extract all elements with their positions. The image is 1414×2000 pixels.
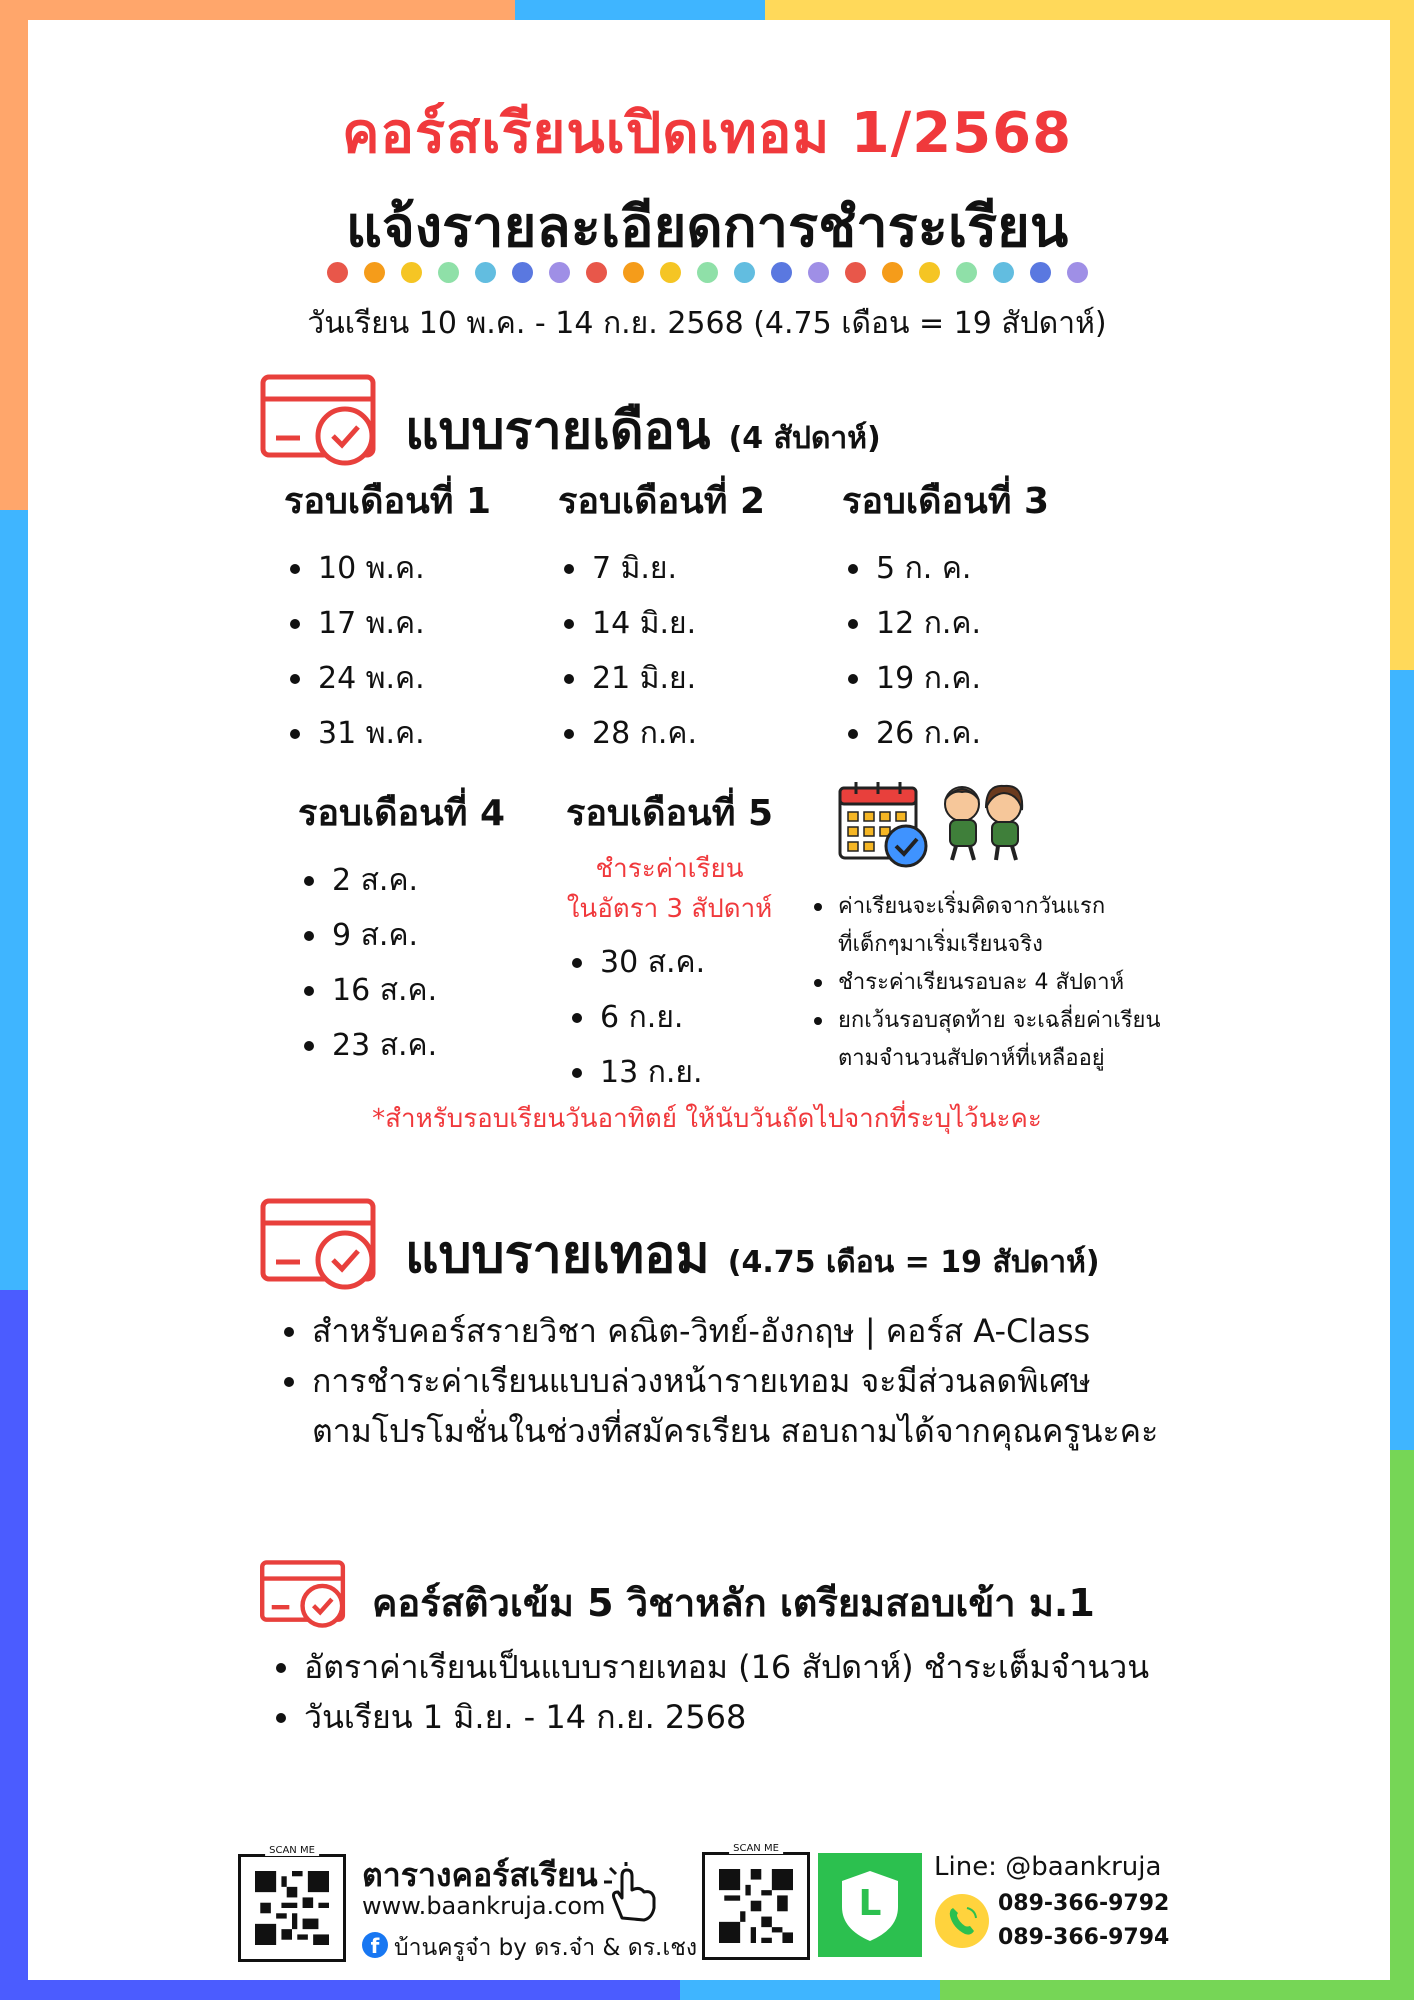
monthly-section-title: แบบรายเดือน (4 สัปดาห์) bbox=[405, 401, 881, 461]
list-item: 6 ก.ย. bbox=[566, 990, 773, 1045]
list-item: 2 ส.ค. bbox=[298, 853, 505, 908]
month-round-4 bbox=[298, 784, 505, 1073]
decorative-dot bbox=[697, 262, 718, 283]
list-item: สำหรับคอร์สรายวิชา คณิต-วิทย์-อังกฤษ | คอร์ส A-Class bbox=[276, 1306, 1158, 1356]
schedule-title: ตารางคอร์สเรียน bbox=[362, 1856, 598, 1894]
website-link[interactable]: www.baankruja.com bbox=[362, 1892, 606, 1920]
list-item: 14 มิ.ย. bbox=[558, 596, 765, 651]
list-item: วันเรียน 1 มิ.ย. - 14 ก.ย. 2568 bbox=[268, 1692, 1149, 1742]
decorative-dot bbox=[475, 262, 496, 283]
phone-number-1[interactable]: 089-366-9792 bbox=[998, 1891, 1170, 1916]
month-round-3 bbox=[842, 472, 1049, 761]
page-title: คอร์สเรียนเปิดเทอม 1/2568 bbox=[341, 101, 1073, 166]
list-item: 5 ก. ค. bbox=[842, 541, 1049, 596]
decorative-dot bbox=[364, 262, 385, 283]
list-item: 19 ก.ค. bbox=[842, 651, 1049, 706]
decorative-dot bbox=[771, 262, 792, 283]
month-round-label: รอบเดือนที่ 2 bbox=[558, 481, 766, 522]
list-item: ชำระค่าเรียนรอบละ 4 สัปดาห์ bbox=[808, 964, 1208, 1002]
decorative-dot bbox=[845, 262, 866, 283]
decorative-dot bbox=[956, 262, 977, 283]
students-illustration-icon bbox=[932, 780, 1034, 862]
list-item: การชำระค่าเรียนแบบล่วงหน้ารายเทอม จะมีส่วนลดพิเศษ ตามโปรโมชั่นในช่วงที่สมัครเรียน สอบถามได้จากคุณครูนะคะ bbox=[276, 1356, 1158, 1456]
term-details-list bbox=[276, 1306, 1158, 1456]
month-round-label: รอบเดือนที่ 3 bbox=[842, 481, 1050, 522]
decorative-dot bbox=[808, 262, 829, 283]
decorative-dot bbox=[327, 262, 348, 283]
list-item: อัตราค่าเรียนเป็นแบบรายเทอม (16 สัปดาห์) ชำระเต็มจำนวน bbox=[268, 1642, 1149, 1692]
facebook-page-link[interactable]: บ้านครูจ๋า by ดร.จ๋า & ดร.เชง bbox=[394, 1935, 698, 1961]
facebook-icon: f bbox=[362, 1932, 388, 1958]
list-item: ยกเว้นรอบสุดท้าย จะเฉลี่ยค่าเรียน ตามจำนวนสัปดาห์ที่เหลืออยู่ bbox=[808, 1002, 1208, 1078]
month-round-1 bbox=[284, 472, 491, 761]
list-item: 28 ก.ค. bbox=[558, 706, 765, 761]
list-item: 30 ส.ค. bbox=[566, 935, 773, 990]
line-badge-letter: L bbox=[858, 1883, 882, 1924]
line-id[interactable]: Line: @baankruja bbox=[934, 1852, 1162, 1882]
decorative-dot bbox=[549, 262, 570, 283]
round-5-note: ชำระค่าเรียน ในอัตรา 3 สัปดาห์ bbox=[566, 854, 773, 924]
study-period: วันเรียน 10 พ.ค. - 14 ก.ย. 2568 (4.75 เดือน = 19 สัปดาห์) bbox=[307, 306, 1107, 341]
calendar-check-icon bbox=[838, 780, 930, 870]
list-item: 24 พ.ค. bbox=[284, 651, 491, 706]
qr-pattern-icon bbox=[255, 1871, 329, 1945]
intensive-section-title: คอร์สติวเข้ม 5 วิชาหลัก เตรียมสอบเข้า ม.1 bbox=[372, 1581, 1095, 1625]
phone-number-2[interactable]: 089-366-9794 bbox=[998, 1925, 1170, 1950]
decorative-dot bbox=[586, 262, 607, 283]
list-item: 10 พ.ค. bbox=[284, 541, 491, 596]
qr-pattern-icon bbox=[719, 1869, 793, 1943]
list-item: 23 ส.ค. bbox=[298, 1018, 505, 1073]
month-round-label: รอบเดือนที่ 4 bbox=[298, 793, 506, 834]
phone-handset-icon bbox=[935, 1894, 989, 1948]
decorative-dot bbox=[1030, 262, 1051, 283]
decorative-dot bbox=[623, 262, 644, 283]
decorative-dot bbox=[1067, 262, 1088, 283]
list-item: 31 พ.ค. bbox=[284, 706, 491, 761]
list-item: 26 ก.ค. bbox=[842, 706, 1049, 761]
sunday-footnote: *สำหรับรอบเรียนวันอาทิตย์ ให้นับวันถัดไปจากที่ระบุไว้นะคะ bbox=[372, 1104, 1042, 1134]
decorative-dot bbox=[993, 262, 1014, 283]
list-item: 12 ก.ค. bbox=[842, 596, 1049, 651]
decorative-dot bbox=[734, 262, 755, 283]
line-qr-code[interactable]: SCAN ME bbox=[702, 1852, 810, 1960]
term-section-title: แบบรายเทอม (4.75 เดือน = 19 สัปดาห์) bbox=[405, 1225, 1100, 1285]
decorative-dot bbox=[438, 262, 459, 283]
payment-card-check-icon bbox=[260, 1560, 348, 1628]
list-item: ค่าเรียนจะเริ่มคิดจากวันแรก ที่เด็กๆมาเริ่มเรียนจริง bbox=[808, 888, 1208, 964]
month-round-5 bbox=[566, 784, 773, 1100]
line-app-icon[interactable] bbox=[818, 1853, 922, 1957]
decorative-dot bbox=[401, 262, 422, 283]
month-round-2 bbox=[558, 472, 765, 761]
tap-hand-icon bbox=[600, 1862, 662, 1922]
month-round-label: รอบเดือนที่ 1 bbox=[284, 481, 492, 522]
list-item: 17 พ.ค. bbox=[284, 596, 491, 651]
list-item: 13 ก.ย. bbox=[566, 1045, 773, 1100]
list-item: 16 ส.ค. bbox=[298, 963, 505, 1018]
list-item: 21 มิ.ย. bbox=[558, 651, 765, 706]
payment-card-check-icon bbox=[260, 1198, 380, 1290]
month-round-label: รอบเดือนที่ 5 bbox=[566, 793, 774, 834]
decorative-dot bbox=[919, 262, 940, 283]
decorative-dots bbox=[0, 262, 1414, 283]
decorative-dot bbox=[882, 262, 903, 283]
intensive-details-list bbox=[268, 1642, 1149, 1742]
schedule-qr-code[interactable]: SCAN ME bbox=[238, 1854, 346, 1962]
list-item: 7 มิ.ย. bbox=[558, 541, 765, 596]
monthly-notes bbox=[808, 888, 1208, 1078]
payment-card-check-icon bbox=[260, 374, 380, 466]
phone-icon bbox=[935, 1894, 989, 1948]
decorative-dot bbox=[660, 262, 681, 283]
list-item: 9 ส.ค. bbox=[298, 908, 505, 963]
page-subtitle: แจ้งรายละเอียดการชำระเรียน bbox=[345, 195, 1069, 260]
decorative-dot bbox=[512, 262, 533, 283]
